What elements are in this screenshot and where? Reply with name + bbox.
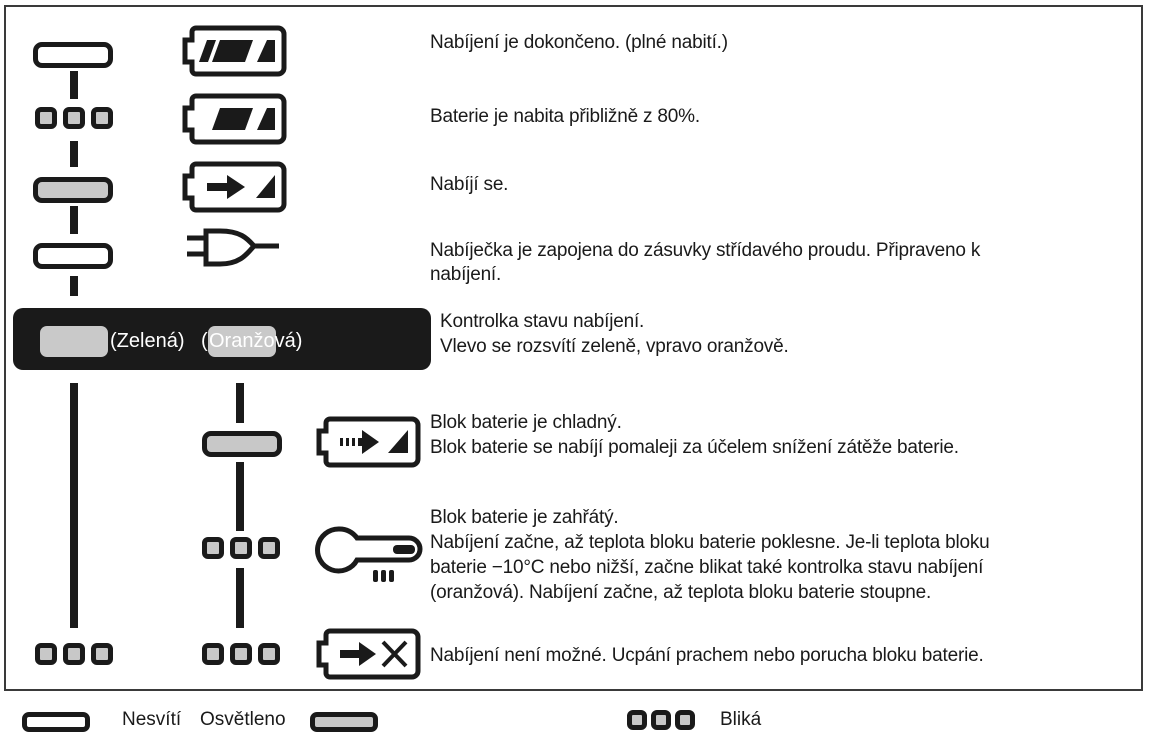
blink-dot (35, 107, 57, 129)
row-full-text: Nabíjení je dokončeno. (plné nabití.) (430, 32, 728, 53)
legend-lit-label: Osvětleno (200, 709, 286, 730)
blink-dot (91, 643, 113, 665)
connector-line (70, 276, 78, 296)
battery-slow-charge-icon (316, 415, 422, 469)
legend-off-label: Nesvítí (122, 709, 182, 730)
thermometer-icon (313, 525, 425, 591)
connector-line (70, 71, 78, 99)
green-connector-line (70, 383, 78, 628)
orange-label: Oranžová) (209, 330, 303, 352)
legend-blink-swatch (627, 710, 695, 730)
orange-connector-line (236, 568, 244, 628)
orange-led-lit-indicator (202, 431, 282, 457)
row-hot-text-line3: baterie −10°C nebo nižší, začne blikat také kontrolka stavu nabíjení (430, 557, 984, 578)
green-led-blinking-indicator (35, 643, 113, 665)
led-off-indicator (33, 243, 113, 269)
indicator-text-line2: Vlevo se rozsvítí zeleně, vpravo oranžově. (440, 336, 789, 357)
row-hot-text-line1: Blok baterie je zahřátý. (430, 507, 619, 528)
row-cold-text-line2: Blok baterie se nabíjí pomaleji za účelem snížení zátěže baterie. (430, 437, 959, 458)
blink-dot (63, 643, 85, 665)
connector-line (70, 141, 78, 167)
green-lamp-swatch (40, 326, 108, 357)
battery-full-icon (182, 24, 288, 78)
row-plugged-text-line2: nabíjení. (430, 264, 502, 285)
blink-dot (627, 710, 647, 730)
connector-line (70, 206, 78, 234)
row-hot-text-line2: Nabíjení začne, až teplota bloku baterie poklesne. Je-li teplota bloku (430, 532, 990, 553)
blink-dot (63, 107, 85, 129)
led-blinking-indicator (35, 107, 113, 129)
legend-blink-label: Bliká (720, 709, 762, 730)
blink-dot (35, 643, 57, 665)
blink-dot (202, 643, 224, 665)
charge-status-indicator-band (13, 308, 431, 370)
indicator-text-line1: Kontrolka stavu nabíjení. (440, 311, 645, 332)
battery-error-icon (316, 627, 422, 681)
orange-label-paren: ( (201, 330, 208, 352)
orange-connector-line (236, 383, 244, 423)
blink-dot (230, 537, 252, 559)
orange-led-blinking-indicator (202, 643, 280, 665)
blink-dot (202, 537, 224, 559)
blink-dot (258, 537, 280, 559)
legend-off-swatch (22, 712, 90, 732)
row-error-text: Nabíjení není možné. Ucpání prachem nebo porucha bloku baterie. (430, 645, 984, 666)
row-hot-text-line4: (oranžová). Nabíjení začne, až teplota bloku baterie stoupne. (430, 582, 932, 603)
blink-dot (651, 710, 671, 730)
plug-icon (184, 228, 288, 274)
row-charging-text: Nabíjí se. (430, 174, 509, 195)
orange-connector-line (236, 462, 244, 531)
row-cold-text-line1: Blok baterie je chladný. (430, 412, 622, 433)
led-off-indicator (33, 42, 113, 68)
green-label: (Zelená) (110, 330, 185, 352)
row-plugged-text-line1: Nabíječka je zapojena do zásuvky střídavého proudu. Připraveno k (430, 240, 981, 261)
blink-dot (258, 643, 280, 665)
blink-dot (91, 107, 113, 129)
battery-charging-icon (182, 160, 288, 214)
legend-lit-swatch (310, 712, 378, 732)
orange-led-blinking-indicator (202, 537, 280, 559)
blink-dot (230, 643, 252, 665)
battery-80-icon (182, 92, 288, 146)
row-80pct-text: Baterie je nabita přibližně z 80%. (430, 106, 700, 127)
blink-dot (675, 710, 695, 730)
led-lit-indicator (33, 177, 113, 203)
